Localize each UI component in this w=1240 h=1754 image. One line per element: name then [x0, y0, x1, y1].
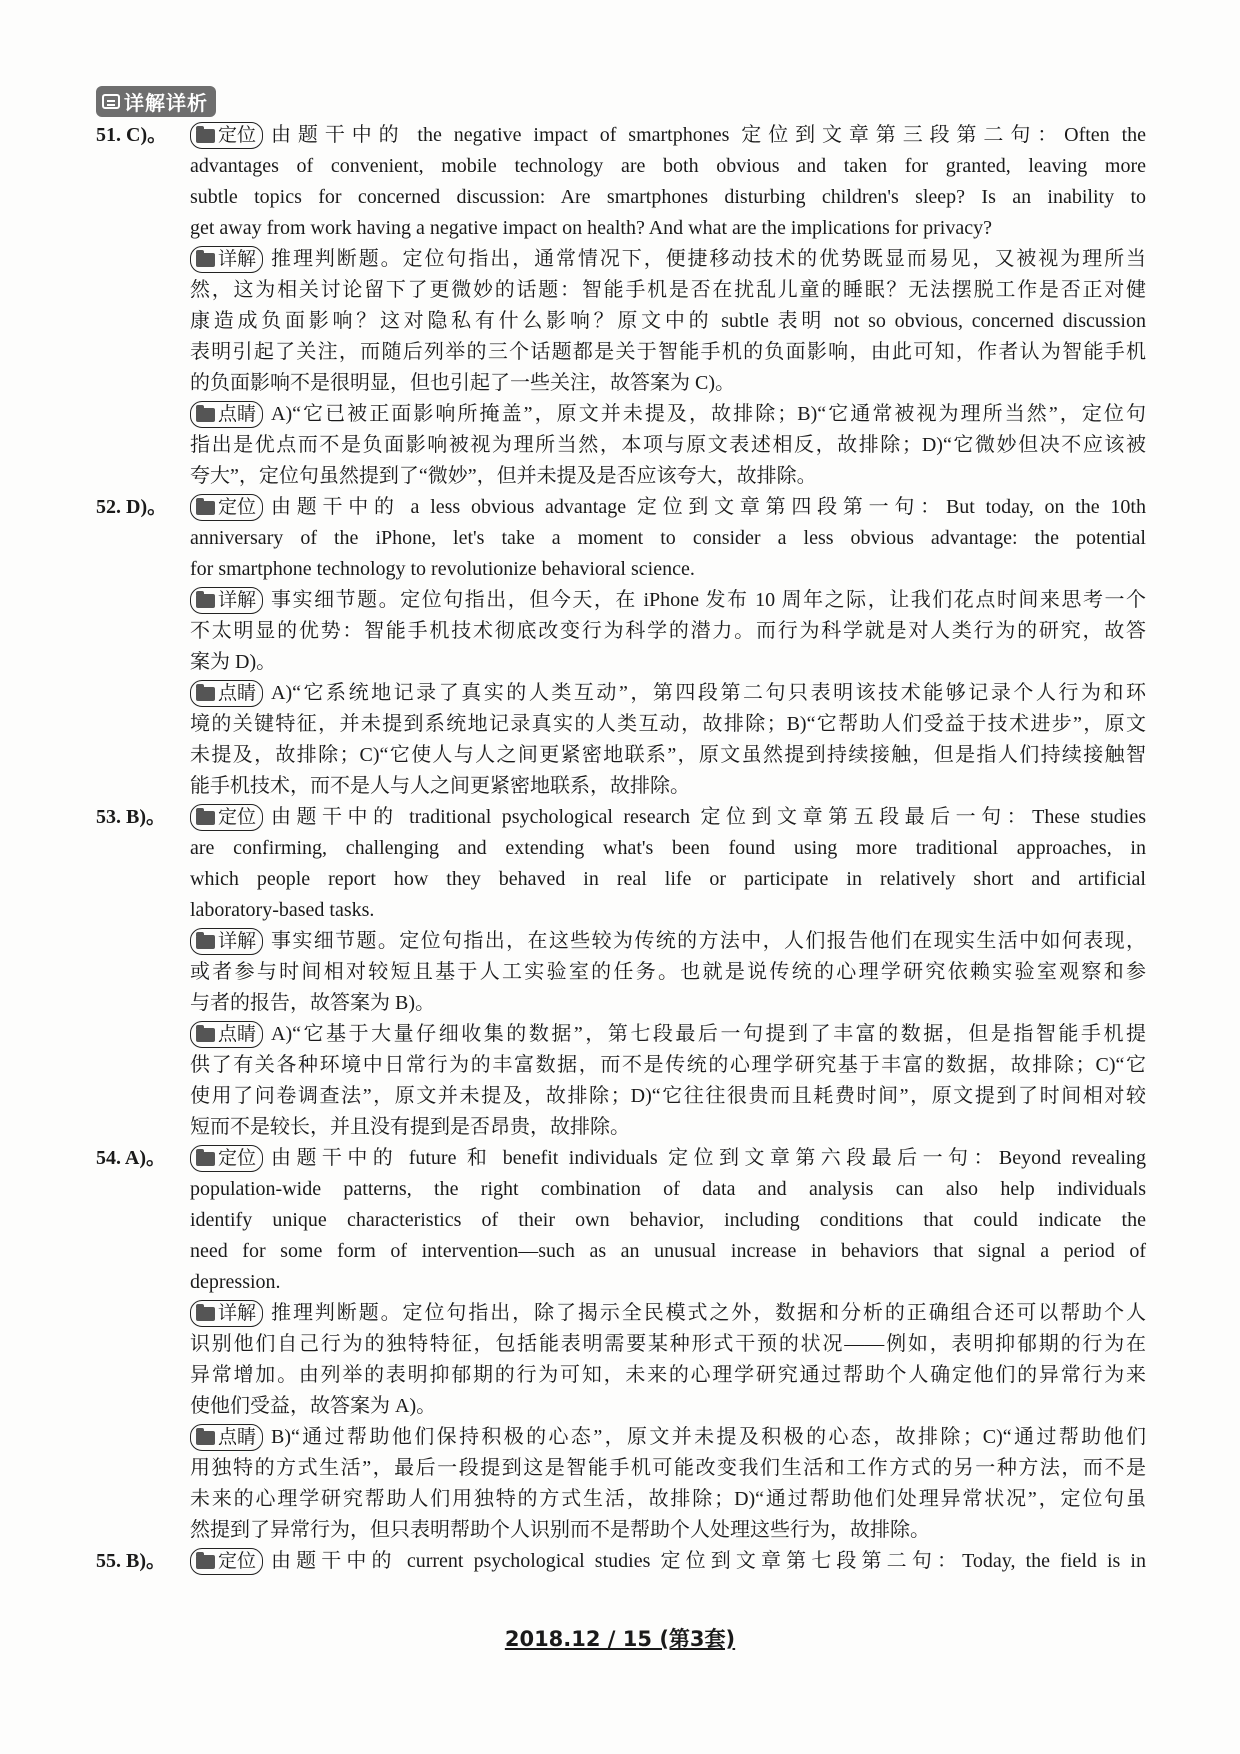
section-header — [96, 86, 216, 117]
section-key-point — [190, 1019, 1146, 1143]
section-header-title: 详解详析 — [124, 91, 208, 115]
text-line: 或者参与时间相对较短且基于人工实验室的任务。也就是说传统的心理学研究依赖实验室观察和参 — [190, 961, 1146, 983]
text-line: 表明引起了关注，而随后列举的三个话题都是关于智能手机的负面影响，由此可知，作者认为智能手机 — [190, 341, 1146, 363]
folder-icon — [196, 1431, 215, 1445]
text-line: 案为 D)。 — [190, 651, 277, 673]
folder-icon — [196, 501, 215, 515]
section-key-point — [190, 399, 1146, 492]
text-line: 推理判断题。定位句指出，通常情况下，便捷移动技术的优势既显而易见，又被视为理所当 — [271, 248, 1146, 270]
section-locate — [190, 120, 1146, 244]
section-tag-label: 点睛 — [218, 403, 257, 425]
section-first-line — [190, 120, 1146, 151]
text-line: A)“它基于大量仔细收集的数据”，第七段最后一句提到了丰富的数据，但是指智能手机提 — [271, 1023, 1146, 1045]
folder-icon — [196, 1555, 215, 1569]
text-line: laboratory-based tasks. — [190, 899, 375, 921]
text-line: 异常增加。由列举的表明抑郁期的行为可知，未来的心理学研究通过帮助个人确定他们的异常行为来 — [190, 1364, 1146, 1386]
answer-explanations — [96, 120, 1146, 1577]
section-tag-label: 定位 — [218, 124, 257, 146]
section-key-point — [190, 678, 1146, 802]
page-footer — [0, 1623, 1240, 1653]
answer-number: 51. C)。 — [96, 124, 168, 146]
section-tag-label: 详解 — [218, 930, 257, 952]
section-tag — [190, 401, 263, 428]
section-tag-label: 点睛 — [218, 1426, 257, 1448]
section-first-line — [190, 926, 1146, 957]
text-line: 事实细节题。定位句指出，但今天，在 iPhone 发布 10 周年之际，让我们花点时间来思考一个 — [271, 589, 1146, 611]
section-tag — [190, 122, 263, 149]
text-line: 不太明显的优势：智能手机技术彻底改变行为科学的潜力。而行为科学就是对人类行为的研究，故答 — [190, 620, 1146, 642]
section-tag — [190, 1021, 263, 1048]
text-line: 事实细节题。定位句指出，在这些较为传统的方法中，人们报告他们在现实生活中如何表现， — [271, 930, 1146, 952]
folder-icon — [196, 408, 215, 422]
text-line: 使用了问卷调查法”，原文并未提及，故排除；D)“它往往很贵而且耗费时间”，原文提到了时间相对较 — [190, 1085, 1146, 1107]
section-tag — [190, 1548, 263, 1575]
text-line: 用独特的方式生活”，最后一段提到这是智能手机可能改变我们生活和工作方式的另一种方法，而不是 — [190, 1457, 1146, 1479]
text-line: 由题干中的 current psychological studies 定位到文章第七段第二句：Today, the field is in — [271, 1550, 1146, 1572]
text-line: population-wide patterns, the right combination of data and analysis can also help individuals — [190, 1178, 1146, 1200]
answer-item — [96, 802, 1146, 1143]
section-locate — [190, 492, 1146, 585]
section-tag-label: 详解 — [218, 248, 257, 270]
section-first-line — [190, 399, 1146, 430]
text-line: need for some form of intervention—such as an unusual increase in behaviors that signal a period of — [190, 1240, 1146, 1262]
text-line: 未来的心理学研究帮助人们用独特的方式生活，故排除；D)“通过帮助他们处理异常状况”，定位句虽 — [190, 1488, 1146, 1510]
text-line: 与者的报告，故答案为 B)。 — [190, 992, 435, 1014]
section-first-line — [190, 802, 1146, 833]
section-tag-label: 定位 — [218, 1147, 257, 1169]
section-first-line — [190, 492, 1146, 523]
answer-number: 55. B)。 — [96, 1550, 166, 1572]
text-line: 未提及，故排除；C)“它使人与人之间更紧密地联系”，原文虽然提到持续接触，但是指人们持续接触智 — [190, 744, 1146, 766]
section-tag — [190, 587, 263, 614]
section-tag-label: 详解 — [218, 589, 257, 611]
text-line: identify unique characteristics of their own behavior, including conditions that could indicate the — [190, 1209, 1146, 1231]
text-line: get away from work having a negative impact on health? And what are the implications for privacy? — [190, 217, 992, 239]
section-explain — [190, 926, 1146, 1019]
folder-icon — [196, 811, 215, 825]
folder-icon — [196, 1152, 215, 1166]
section-first-line — [190, 1422, 1146, 1453]
section-explain — [190, 244, 1146, 399]
folder-icon — [196, 253, 215, 267]
text-line: B)“通过帮助他们保持积极的心态”，原文并未提及积极的心态，故排除；C)“通过帮助他们 — [271, 1426, 1146, 1448]
text-line: 然提到了异常行为，但只表明帮助个人识别而不是帮助个人处理这些行为，故排除。 — [190, 1519, 930, 1541]
text-line: 推理判断题。定位句指出，除了揭示全民模式之外，数据和分析的正确组合还可以帮助个人 — [271, 1302, 1146, 1324]
section-first-line — [190, 1546, 1146, 1577]
section-tag — [190, 928, 263, 955]
text-line: 指出是优点而不是负面影响被视为理所当然，本项与原文表述相反，故排除；D)“它微妙但决不应该被 — [190, 434, 1146, 456]
section-tag-label: 定位 — [218, 496, 257, 518]
answer-item — [96, 1143, 1146, 1546]
section-key-point — [190, 1422, 1146, 1546]
section-explain — [190, 1298, 1146, 1422]
section-tag — [190, 1300, 263, 1327]
folder-icon — [196, 594, 215, 608]
section-tag — [190, 680, 263, 707]
section-tag-label: 定位 — [218, 1550, 257, 1572]
list-icon — [102, 94, 120, 109]
section-first-line — [190, 244, 1146, 275]
text-line: for smartphone technology to revolutionize behavioral science. — [190, 558, 695, 580]
text-line: 由题干中的 a less obvious advantage 定位到文章第四段第一句：But today, on the 10th — [271, 496, 1146, 518]
answer-number: 53. B)。 — [96, 806, 166, 828]
text-line: advantages of convenient, mobile technology are both obvious and taken for granted, leaving more — [190, 155, 1146, 177]
section-tag-label: 详解 — [218, 1302, 257, 1324]
folder-icon — [196, 1307, 215, 1321]
answer-item — [96, 1546, 1146, 1577]
section-first-line — [190, 1298, 1146, 1329]
section-first-line — [190, 1143, 1146, 1174]
section-first-line — [190, 585, 1146, 616]
section-locate — [190, 1546, 1146, 1577]
folder-icon — [196, 935, 215, 949]
text-line: A)“它已被正面影响所掩盖”，原文并未提及，故排除；B)“它通常被视为理所当然”，定位句 — [271, 403, 1146, 425]
answer-number: 52. D)。 — [96, 496, 168, 518]
text-line: 康造成负面影响？这对隐私有什么影响？原文中的 subtle 表明 not so obvious, concerned discussion — [190, 310, 1146, 332]
section-first-line — [190, 678, 1146, 709]
text-line: depression. — [190, 1271, 281, 1293]
section-locate — [190, 1143, 1146, 1298]
text-line: which people report how they behaved in real life or participate in relatively short and artificial — [190, 868, 1146, 890]
text-line: 由题干中的 future 和 benefit individuals 定位到文章第六段最后一句：Beyond revealing — [271, 1147, 1146, 1169]
text-line: subtle topics for concerned discussion: Are smartphones disturbing children's sleep? Is an inability to — [190, 186, 1146, 208]
folder-icon — [196, 1028, 215, 1042]
folder-icon — [196, 129, 215, 143]
answer-number: 54. A)。 — [96, 1147, 166, 1169]
section-tag-label: 点睛 — [218, 682, 257, 704]
text-line: 由题干中的 the negative impact of smartphones 定位到文章第三段第二句：Often the — [271, 124, 1146, 146]
section-tag — [190, 494, 263, 521]
answer-item — [96, 120, 1146, 492]
section-tag — [190, 1145, 263, 1172]
page-number: 2018.12 / 15 (第3套) — [504, 1627, 736, 1651]
answer-item — [96, 492, 1146, 802]
text-line: 然，这为相关讨论留下了更微妙的话题：智能手机是否在扰乱儿童的睡眠？无法摆脱工作是否正对健 — [190, 279, 1146, 301]
text-line: A)“它系统地记录了真实的人类互动”，第四段第二句只表明该技术能够记录个人行为和环 — [271, 682, 1146, 704]
text-line: 识别他们自己行为的独特特征，包括能表明需要某种形式干预的状况——例如，表明抑郁期的行为在 — [190, 1333, 1146, 1355]
section-tag-label: 点睛 — [218, 1023, 257, 1045]
text-line: 境的关键特征，并未提到系统地记录真实的人类互动，故排除；B)“它帮助人们受益于技术进步”，原文 — [190, 713, 1146, 735]
text-line: 的负面影响不是很明显，但也引起了一些关注，故答案为 C)。 — [190, 372, 735, 394]
section-tag — [190, 246, 263, 273]
text-line: anniversary of the iPhone, let's take a moment to consider a less obvious advantage: the potential — [190, 527, 1146, 549]
text-line: 能手机技术，而不是人与人之间更紧密地联系，故排除。 — [190, 775, 690, 797]
section-explain — [190, 585, 1146, 678]
section-first-line — [190, 1019, 1146, 1050]
folder-icon — [196, 687, 215, 701]
text-line: 使他们受益，故答案为 A)。 — [190, 1395, 437, 1417]
section-tag-label: 定位 — [218, 806, 257, 828]
text-line: 夸大”，定位句虽然提到了“微妙”，但并未提及是否应该夸大，故排除。 — [190, 465, 817, 487]
text-line: 短而不是较长，并且没有提到是否昂贵，故排除。 — [190, 1116, 630, 1138]
text-line: are confirming, challenging and extending what's been found using more traditional approaches, in — [190, 837, 1146, 859]
section-tag — [190, 804, 263, 831]
section-tag — [190, 1424, 263, 1451]
section-locate — [190, 802, 1146, 926]
text-line: 由题干中的 traditional psychological research 定位到文章第五段最后一句：These studies — [271, 806, 1146, 828]
text-line: 供了有关各种环境中日常行为的丰富数据，而不是传统的心理学研究基于丰富的数据，故排除；C)“它 — [190, 1054, 1146, 1076]
